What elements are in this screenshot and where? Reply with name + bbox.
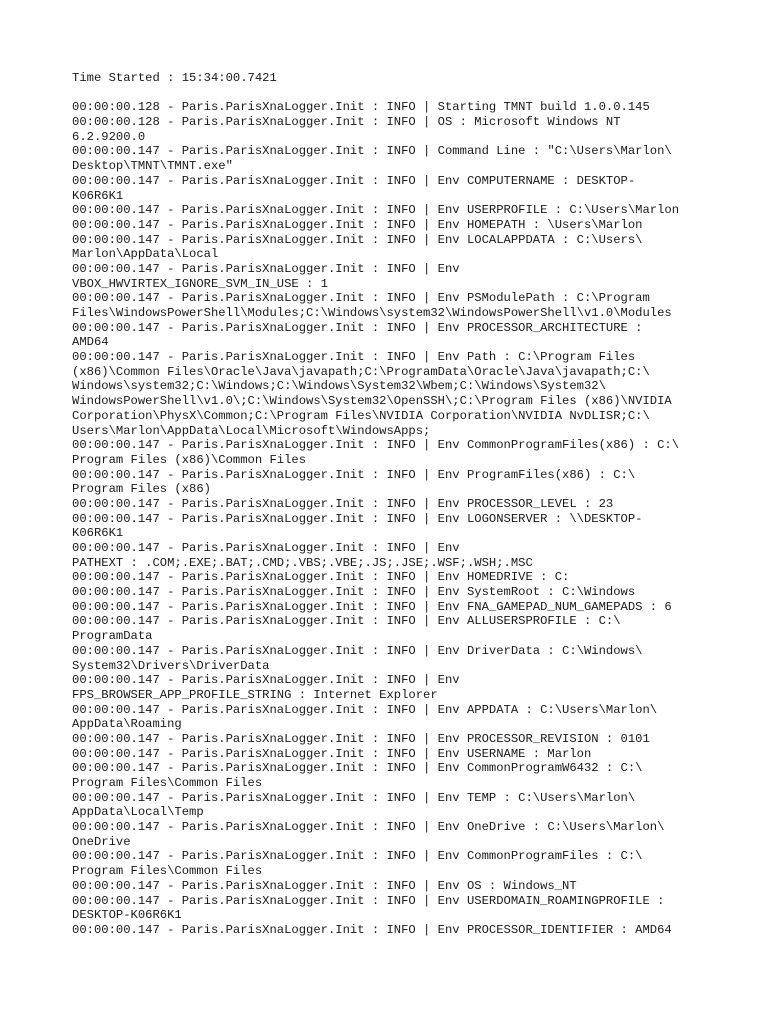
log-line: FPS_BROWSER_APP_PROFILE_STRING : Internet Explorer	[72, 687, 438, 702]
log-line: 00:00:00.147 - Paris.ParisXnaLogger.Init : INFO | Env SystemRoot : C:\Windows	[72, 585, 636, 600]
log-line: 00:00:00.147 - Paris.ParisXnaLogger.Init : INFO | Env FNA_GAMEPAD_NUM_GAMEPADS : 6	[72, 599, 672, 614]
log-line: PATHEXT : .COM;.EXE;.BAT;.CMD;.VBS;.VBE;.JS;.JSE;.WSF;.WSH;.MSC	[72, 555, 533, 570]
log-line: Program Files\Common Files	[72, 776, 263, 790]
log-line: 00:00:00.147 - Paris.ParisXnaLogger.Init : INFO | Env CommonProgramFiles : C:\	[72, 849, 643, 864]
log-entries	[72, 100, 712, 937]
log-line: Files\WindowsPowerShell\Modules;C:\Windows\system32\WindowsPowerShell\v1.0\Modules	[72, 306, 672, 320]
log-line: 00:00:00.147 - Paris.ParisXnaLogger.Init : INFO | Env OneDrive : C:\Users\Marlon\	[72, 820, 665, 835]
log-line: 00:00:00.147 - Paris.ParisXnaLogger.Init : INFO | Env	[72, 673, 460, 688]
log-line: 00:00:00.147 - Paris.ParisXnaLogger.Init : INFO | Env CommonProgramFiles(x86) : C:\	[72, 438, 680, 453]
blank-line	[72, 86, 712, 101]
log-line: VBOX_HWVIRTEX_IGNORE_SVM_IN_USE : 1	[72, 276, 328, 291]
log-line: OneDrive	[72, 834, 131, 849]
log-line: 00:00:00.147 - Paris.ParisXnaLogger.Init : INFO | Env COMPUTERNAME : DESKTOP-	[72, 173, 636, 188]
log-line: 00:00:00.147 - Paris.ParisXnaLogger.Init : INFO | Env PSModulePath : C:\Program	[72, 291, 650, 306]
log-line: ProgramData	[72, 629, 153, 644]
log-line: 6.2.9200.0	[72, 129, 146, 144]
log-line: System32\Drivers\DriverData	[72, 658, 270, 673]
log-line: 00:00:00.147 - Paris.ParisXnaLogger.Init : INFO | Env APPDATA : C:\Users\Marlon\	[72, 702, 658, 717]
log-line: 00:00:00.147 - Paris.ParisXnaLogger.Init : INFO | Env PROCESSOR_ARCHITECTURE :	[72, 320, 643, 335]
log-line: 00:00:00.147 - Paris.ParisXnaLogger.Init : INFO | Env ProgramFiles(x86) : C:\	[72, 467, 636, 482]
log-line: 00:00:00.147 - Paris.ParisXnaLogger.Init : INFO | Env PROCESSOR_REVISION : 0101	[72, 731, 650, 746]
log-line: Marlon\AppData\Local	[72, 247, 219, 262]
log-line: 00:00:00.147 - Paris.ParisXnaLogger.Init : INFO | Env ALLUSERSPROFILE : C:\	[72, 614, 621, 629]
log-line: AppData\Local\Temp	[72, 805, 204, 820]
log-line: Users\Marlon\AppData\Local\Microsoft\WindowsApps;	[72, 423, 431, 438]
log-document	[72, 71, 712, 938]
log-line: 00:00:00.147 - Paris.ParisXnaLogger.Init : INFO | Env	[72, 261, 460, 276]
log-line: Desktop\TMNT\TMNT.exe"	[72, 159, 233, 174]
log-line: 00:00:00.147 - Paris.ParisXnaLogger.Init : INFO | Env	[72, 541, 460, 555]
log-line: 00:00:00.128 - Paris.ParisXnaLogger.Init : INFO | Starting TMNT build 1.0.0.145	[72, 100, 650, 115]
log-line: Corporation\PhysX\Common;C:\Program Files\NVIDIA Corporation\NVIDIA NvDLISR;C:\	[72, 408, 650, 423]
log-line: Windows\system32;C:\Windows;C:\Windows\System32\Wbem;C:\Windows\System32\	[72, 379, 606, 394]
log-line: 00:00:00.147 - Paris.ParisXnaLogger.Init : INFO | Env TEMP : C:\Users\Marlon\	[72, 790, 636, 805]
log-line: DESKTOP-K06R6K1	[72, 908, 182, 923]
log-line: 00:00:00.147 - Paris.ParisXnaLogger.Init : INFO | Command Line : "C:\Users\Marlon\	[72, 144, 672, 159]
log-line: K06R6K1	[72, 188, 124, 203]
log-line: (x86)\Common Files\Oracle\Java\javapath;C:\ProgramData\Oracle\Java\javapath;C:\	[72, 364, 650, 379]
log-line: AppData\Roaming	[72, 717, 182, 732]
log-line: 00:00:00.147 - Paris.ParisXnaLogger.Init : INFO | Env LOGONSERVER : \\DESKTOP-	[72, 511, 643, 526]
log-line: Program Files (x86)	[72, 482, 211, 497]
log-line: 00:00:00.147 - Paris.ParisXnaLogger.Init : INFO | Env USERPROFILE : C:\Users\Marlon	[72, 203, 680, 218]
log-line: WindowsPowerShell\v1.0\;C:\Windows\System32\OpenSSH\;C:\Program Files (x86)\NVIDIA	[72, 394, 672, 409]
log-line: 00:00:00.147 - Paris.ParisXnaLogger.Init : INFO | Env LOCALAPPDATA : C:\Users\	[72, 232, 643, 247]
log-line: 00:00:00.128 - Paris.ParisXnaLogger.Init : INFO | OS : Microsoft Windows NT	[72, 115, 621, 130]
time-started-line: Time Started : 15:34:00.7421	[72, 71, 277, 85]
log-line: K06R6K1	[72, 526, 124, 541]
log-line: Program Files (x86)\Common Files	[72, 452, 307, 467]
log-line: 00:00:00.147 - Paris.ParisXnaLogger.Init : INFO | Env HOMEDRIVE : C:	[72, 570, 570, 585]
log-line: 00:00:00.147 - Paris.ParisXnaLogger.Init : INFO | Env USERNAME : Marlon	[72, 746, 592, 761]
log-line: 00:00:00.147 - Paris.ParisXnaLogger.Init : INFO | Env PROCESSOR_IDENTIFIER : AMD64	[72, 922, 672, 937]
log-line: 00:00:00.147 - Paris.ParisXnaLogger.Init : INFO | Env Path : C:\Program Files	[72, 350, 636, 365]
log-line: 00:00:00.147 - Paris.ParisXnaLogger.Init : INFO | Env CommonProgramW6432 : C:\	[72, 761, 643, 776]
log-line: Program Files\Common Files	[72, 864, 263, 879]
log-line: AMD64	[72, 335, 109, 350]
log-line: 00:00:00.147 - Paris.ParisXnaLogger.Init : INFO | Env DriverData : C:\Windows\	[72, 643, 643, 658]
log-line: 00:00:00.147 - Paris.ParisXnaLogger.Init : INFO | Env OS : Windows_NT	[72, 878, 577, 893]
log-line: 00:00:00.147 - Paris.ParisXnaLogger.Init : INFO | Env HOMEPATH : \Users\Marlon	[72, 217, 643, 232]
log-line: 00:00:00.147 - Paris.ParisXnaLogger.Init : INFO | Env USERDOMAIN_ROAMINGPROFILE :	[72, 893, 665, 908]
log-line: 00:00:00.147 - Paris.ParisXnaLogger.Init : INFO | Env PROCESSOR_LEVEL : 23	[72, 496, 614, 511]
